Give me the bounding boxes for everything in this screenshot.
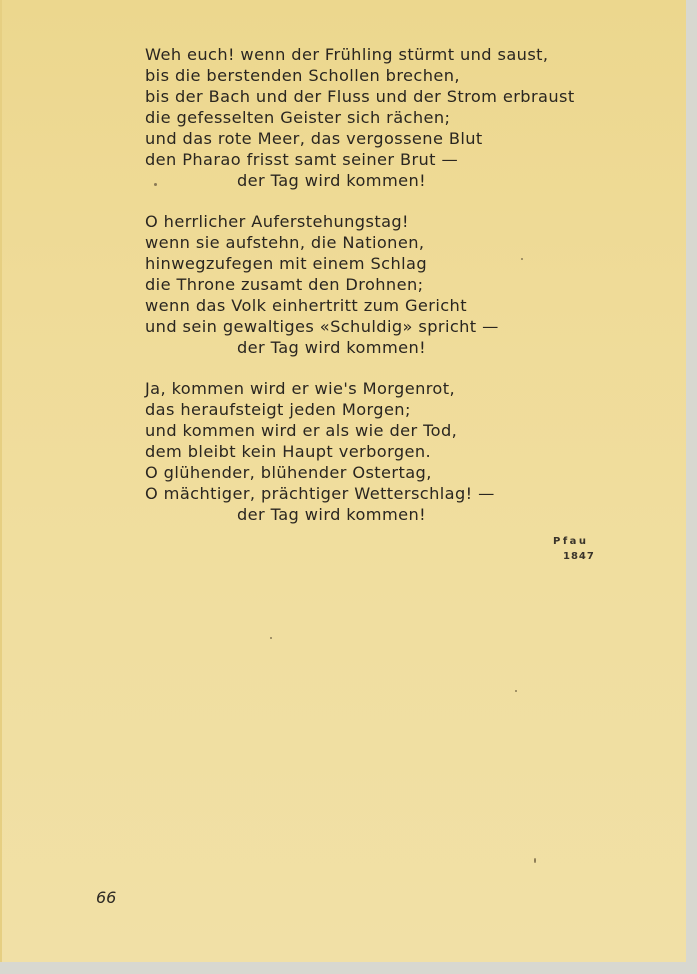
- poem-line: Ja, kommen wird er wie's Morgenrot,: [145, 379, 456, 398]
- poem-line: dem bleibt kein Haupt verborgen.: [145, 442, 432, 461]
- refrain-line: der Tag wird kommen!: [237, 171, 427, 190]
- refrain-line: der Tag wird kommen!: [237, 338, 427, 357]
- refrain-line: der Tag wird kommen!: [237, 505, 427, 524]
- poem-line: O mächtiger, prächtiger Wetterschlag! —: [145, 484, 495, 503]
- stanza-3: [145, 378, 665, 525]
- poem-line: bis die berstenden Schollen brechen,: [145, 66, 460, 85]
- poem-line: wenn das Volk einhertritt zum Gericht: [145, 296, 467, 315]
- poem-line: die gefesselten Geister sich rächen;: [145, 108, 451, 127]
- poem-line: und sein gewaltiges «Schuldig» spricht —: [145, 317, 499, 336]
- paper-speck: [515, 690, 517, 692]
- poem-line: bis der Bach und der Fluss und der Strom erbraust: [145, 87, 575, 106]
- page-number: 66: [96, 888, 117, 907]
- poem-line: O herrlicher Auferstehungstag!: [145, 212, 409, 231]
- paper-speck: [270, 637, 272, 639]
- poem-line: wenn sie aufstehn, die Nationen,: [145, 233, 425, 252]
- poem-line: und das rote Meer, das vergossene Blut: [145, 129, 483, 148]
- author-name: Pfau: [553, 536, 589, 547]
- author-signature: [553, 535, 603, 565]
- paper-speck: [521, 258, 523, 260]
- poem-line: O glühender, blühender Ostertag,: [145, 463, 432, 482]
- poem-line: die Throne zusamt den Drohnen;: [145, 275, 424, 294]
- poem-line: hinwegzufegen mit einem Schlag: [145, 254, 428, 273]
- poem-line: den Pharao frisst samt seiner Brut —: [145, 150, 459, 169]
- stanza-2: [145, 211, 665, 358]
- poem-line: Weh euch! wenn der Frühling stürmt und saust,: [145, 45, 549, 64]
- poem-line: und kommen wird er als wie der Tod,: [145, 421, 458, 440]
- scan-border-bottom: [0, 962, 697, 974]
- stanza-1: [145, 44, 665, 191]
- publication-year: 1847: [563, 551, 595, 562]
- paper-speck: [534, 858, 536, 863]
- paper-speck: [154, 183, 157, 186]
- poem: [145, 44, 665, 545]
- poem-line: das heraufsteigt jeden Morgen;: [145, 400, 411, 419]
- scan-border-right: [686, 0, 697, 974]
